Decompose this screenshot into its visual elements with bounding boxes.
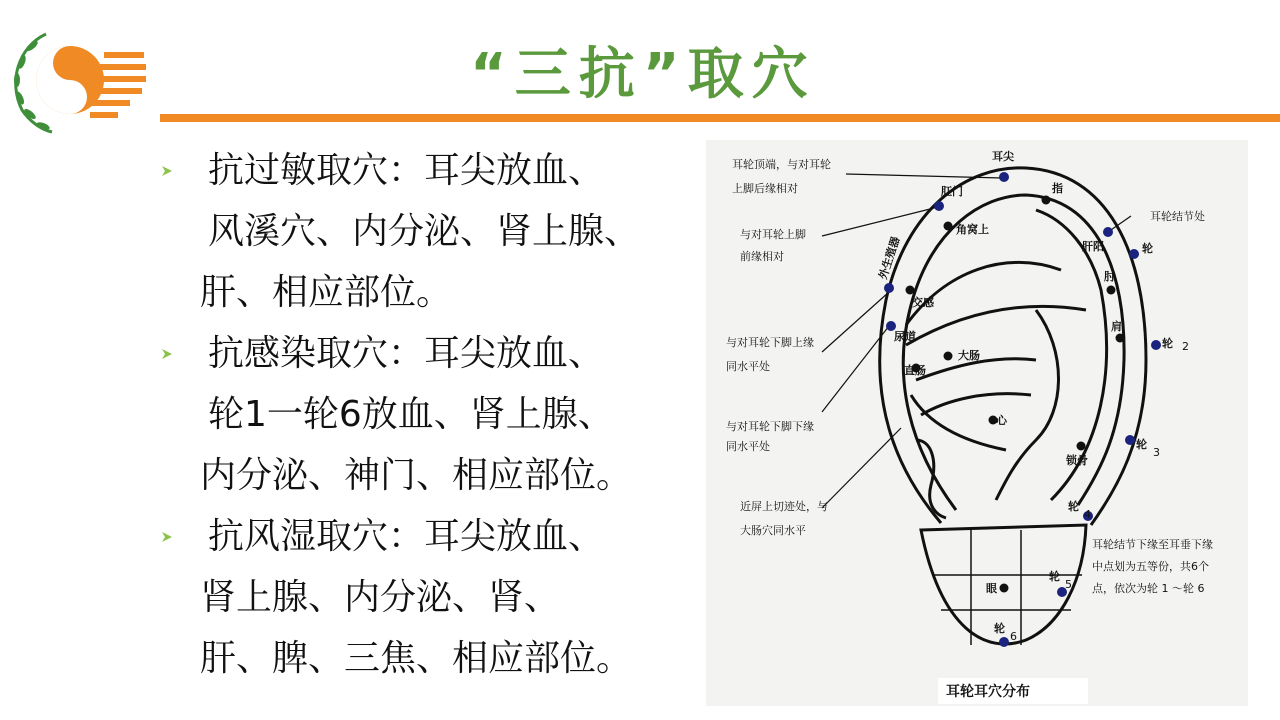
- label-helix-6: 轮: [994, 622, 1005, 635]
- ear-diagram: [706, 140, 1248, 706]
- label-helix-6-sub: 6: [1010, 630, 1017, 643]
- bullet-arrow-icon: [160, 164, 174, 178]
- figure-caption: 耳轮耳穴分布: [946, 684, 1030, 700]
- label-sympathetic: 交感: [912, 296, 934, 309]
- bullet-item-infection: [160, 323, 700, 506]
- label-helix-4-sub: 4: [1084, 508, 1091, 521]
- label-helix-node: 耳轮结节处: [1150, 210, 1205, 223]
- note-lower-crus-lower-line1: 与对耳轮下脚下缘: [726, 420, 814, 433]
- label-large-intestine: 大肠: [958, 349, 980, 362]
- label-shoulder: 肩: [1111, 320, 1122, 333]
- bullet-line: 肝、相应部位。: [200, 272, 453, 313]
- note-lobe-line2: 中点划为五等份，共6个: [1092, 560, 1209, 573]
- bullet-line: 抗风湿取穴：耳尖放血、: [208, 516, 605, 557]
- page-title: “三抗”取穴: [470, 42, 816, 107]
- bullet-item-allergy: [160, 140, 700, 323]
- label-upper-fossa: 角窝上: [956, 223, 989, 236]
- bullet-line: 抗过敏取穴：耳尖放血、: [208, 150, 605, 191]
- title-divider: [160, 114, 1280, 122]
- label-anus: 肛门: [941, 185, 963, 198]
- bullet-item-rheumatism: [160, 506, 700, 689]
- label-liver-yang: 肝阳: [1082, 240, 1104, 253]
- bullet-line: 肾上腺、内分泌、肾、: [200, 577, 561, 618]
- label-helix-3: 轮: [1136, 438, 1147, 451]
- concha: [996, 310, 1059, 500]
- label-helix-5: 轮: [1049, 570, 1060, 583]
- label-finger: 指: [1052, 182, 1063, 195]
- label-external-genitals: 外生殖器: [876, 235, 903, 281]
- bullet-line: 内分泌、神门、相应部位。: [200, 455, 633, 496]
- label-clavicle: 锁骨: [1066, 454, 1088, 467]
- label-helix-1: 轮: [1142, 242, 1153, 255]
- label-rectum: 直肠: [904, 364, 926, 377]
- note-notch-line2: 大肠穴同水平: [740, 524, 806, 537]
- note-lower-crus-lower-line2: 同水平处: [726, 440, 770, 453]
- note-top-line1: 耳轮顶端，与对耳轮: [732, 158, 831, 171]
- label-helix-3-sub: 3: [1153, 446, 1160, 459]
- note-upper-crus-line1: 与对耳轮上脚: [740, 228, 806, 241]
- note-lower-crus-upper-line2: 同水平处: [726, 360, 770, 373]
- label-helix-2-sub: 2: [1182, 340, 1189, 353]
- label-ear-tip: 耳尖: [992, 150, 1014, 163]
- bullet-line: 肝、脾、三焦、相应部位。: [200, 638, 633, 679]
- note-top-line2: 上脚后缘相对: [732, 182, 798, 195]
- label-heart: 心: [996, 414, 1007, 427]
- bullet-line: 轮1一轮6放血、肾上腺、: [208, 394, 614, 435]
- bullet-arrow-icon: [160, 530, 174, 544]
- note-lobe-line1: 耳轮结节下缘至耳垂下缘: [1092, 538, 1213, 551]
- note-upper-crus-line2: 前缘相对: [740, 250, 784, 263]
- label-elbow: 肘: [1104, 270, 1115, 283]
- label-helix-5-sub: 5: [1065, 578, 1072, 591]
- label-helix-2: 轮: [1162, 337, 1173, 350]
- note-lower-crus-upper-line1: 与对耳轮下脚上缘: [726, 336, 814, 349]
- bullet-arrow-icon: [160, 347, 174, 361]
- note-lobe-line3: 点，依次为轮 1 ～轮 6: [1092, 582, 1205, 595]
- logo: [8, 22, 152, 138]
- ear-acupoint-figure: [706, 140, 1248, 706]
- label-urethra: 尿道: [894, 330, 916, 343]
- label-eye: 眼: [986, 582, 997, 595]
- yin-yang-laurel-logo-icon: [8, 22, 152, 138]
- label-helix-4: 轮: [1068, 500, 1079, 513]
- bullet-list: [160, 140, 700, 689]
- note-notch-line1: 近屏上切迹处，与: [740, 500, 828, 513]
- bullet-line: 风溪穴、内分泌、肾上腺、: [208, 211, 641, 252]
- bullet-line: 抗感染取穴：耳尖放血、: [208, 333, 605, 374]
